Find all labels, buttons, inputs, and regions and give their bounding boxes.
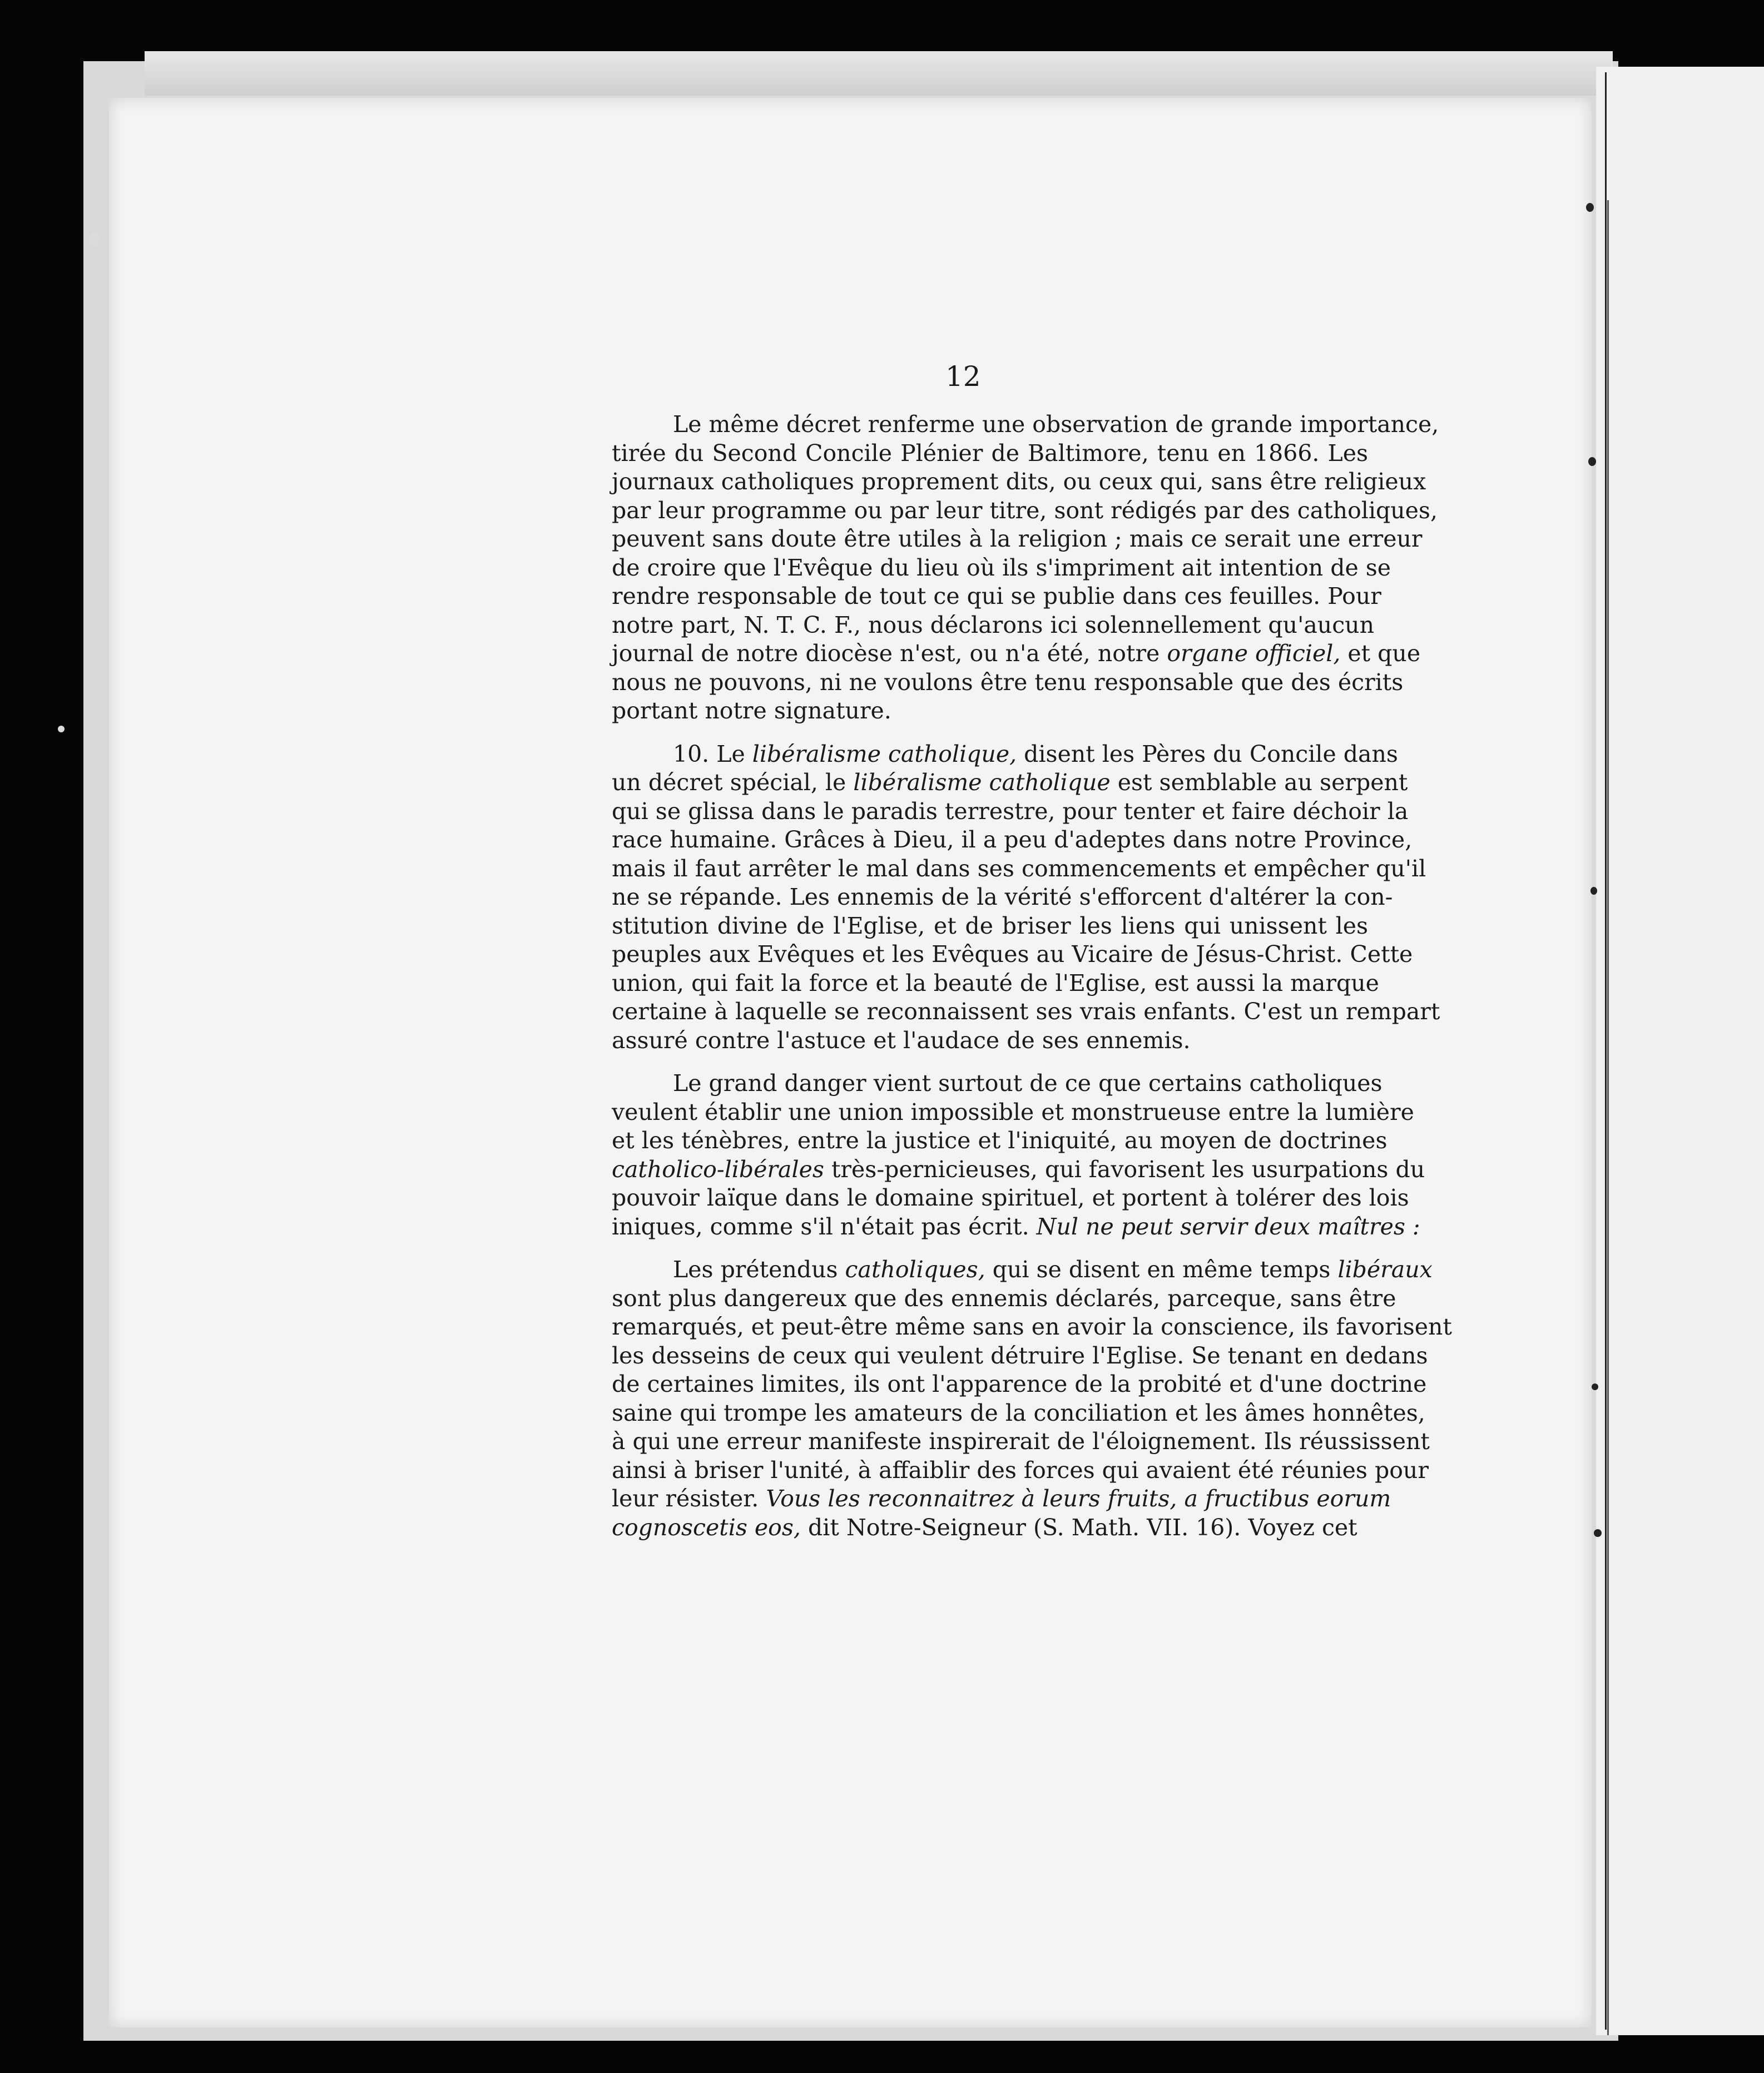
text-line: stitution divine de l'Eglise, et de briser les liens qui unissent les [612, 912, 1368, 939]
text-line: tirée du Second Concile Plénier de Baltimore, tenu en 1866. Les [612, 439, 1368, 467]
text-line: à qui une erreur manifeste inspirerait de l'éloignement. Ils réussissent [612, 1428, 1430, 1455]
text-line: les desseins de ceux qui veulent détruire l'Eglise. Se tenant en dedans [612, 1342, 1428, 1369]
scan-speck [1586, 203, 1594, 212]
text-line: sont plus dangereux que des ennemis déclarés, parceque, sans être [612, 1285, 1396, 1312]
text-line: ainsi à briser l'unité, à affaiblir des forces qui avaient été réunies pour [612, 1456, 1429, 1484]
scan-speck [1590, 887, 1597, 895]
text-line: Les prétendus catholiques, qui se disent en même temps libéraux [673, 1256, 1433, 1283]
text-line: certaine à laquelle se reconnaissent ses vrais enfants. C'est un rempart [612, 998, 1440, 1025]
page-number: 12 [945, 360, 981, 393]
text-line: portant notre signature. [612, 697, 891, 724]
text-line: et les ténèbres, entre la justice et l'iniquité, au moyen de doctrines [612, 1127, 1388, 1154]
text-line: assuré contre l'astuce et l'audace de ses ennemis. [612, 1026, 1191, 1054]
text-line: race humaine. Grâces à Dieu, il a peu d'adeptes dans notre Province, [612, 826, 1413, 853]
text-line: journal de notre diocèse n'est, ou n'a été, notre organe officiel, et que [612, 640, 1421, 667]
text-line: par leur programme ou par leur titre, sont rédigés par des catholiques, [612, 497, 1438, 524]
body-text [551, 410, 1452, 1556]
text-line: leur résister. Vous les reconnaitrez à leurs fruits, a fructibus eorum [612, 1485, 1391, 1512]
paragraph-3 [551, 1069, 1425, 1241]
text-line: peuples aux Evêques et les Evêques au Vicaire de Jésus-Christ. Cette [612, 941, 1413, 968]
paragraph-4 [551, 1256, 1452, 1542]
scan-speck [58, 726, 65, 732]
text-line: saine qui trompe les amateurs de la conciliation et les âmes honnêtes, [612, 1399, 1425, 1426]
text-line: union, qui fait la force et la beauté de l'Eglise, est aussi la marque [612, 969, 1379, 996]
text-line: mais il faut arrêter le mal dans ses commencements et empêcher qu'il [612, 855, 1426, 882]
scan-speck [1592, 1383, 1598, 1390]
text-line: iniques, comme s'il n'était pas écrit. Nul ne peut servir deux maîtres : [612, 1213, 1420, 1240]
text-line: veulent établir une union impossible et monstrueuse entre la lumière [612, 1098, 1414, 1125]
text-line: nous ne pouvons, ni ne voulons être tenu responsable que des écrits [612, 668, 1404, 696]
text-line: peuvent sans doute être utiles à la religion ; mais ce serait une erreur [612, 525, 1423, 552]
scan-speck [89, 232, 99, 247]
scan-speck [1588, 457, 1596, 466]
text-line: notre part, N. T. C. F., nous déclarons ici solennellement qu'aucun [612, 611, 1374, 638]
text-line: pouvoir laïque dans le domaine spirituel, et portent à tolérer des lois [612, 1184, 1409, 1211]
text-line: qui se glissa dans le paradis terrestre, pour tenter et faire déchoir la [612, 797, 1409, 825]
text-line: 10. Le libéralisme catholique, disent les Pères du Concile dans [673, 740, 1398, 767]
text-line: catholico-libérales très-pernicieuses, qui favorisent les usurpations du [612, 1155, 1425, 1183]
text-line: de croire que l'Evêque du lieu où ils s'impriment ait intention de se [612, 554, 1391, 581]
gutter-line-inner [1607, 200, 1609, 2035]
text-line: cognoscetis eos, dit Notre-Seigneur (S. Math. VII. 16). Voyez cet [612, 1514, 1357, 1541]
paragraph-2 [551, 740, 1440, 1055]
scan-speck [1594, 1529, 1602, 1537]
text-line: un décret spécial, le libéralisme catholique est semblable au serpent [612, 769, 1408, 796]
gutter-line [1605, 72, 1607, 2030]
text-line: ne se répande. Les ennemis de la vérité s'efforcent d'altérer la con- [612, 884, 1393, 910]
page-top-edge [145, 51, 1613, 96]
next-page-edge [1596, 67, 1764, 2035]
text-line: Le même décret renferme une observation de grande importance, [673, 411, 1439, 438]
text-line: journaux catholiques proprement dits, ou ceux qui, sans être religieux [612, 468, 1426, 495]
text-line: de certaines limites, ils ont l'apparence de la probité et d'une doctrine [612, 1371, 1427, 1397]
text-line: Le grand danger vient surtout de ce que certains catholiques [673, 1070, 1383, 1097]
paragraph-1 [551, 410, 1439, 726]
text-line: remarqués, et peut-être même sans en avoir la conscience, ils favorisent [612, 1313, 1452, 1340]
text-line: rendre responsable de tout ce qui se publie dans ces feuilles. Pour [612, 583, 1381, 609]
